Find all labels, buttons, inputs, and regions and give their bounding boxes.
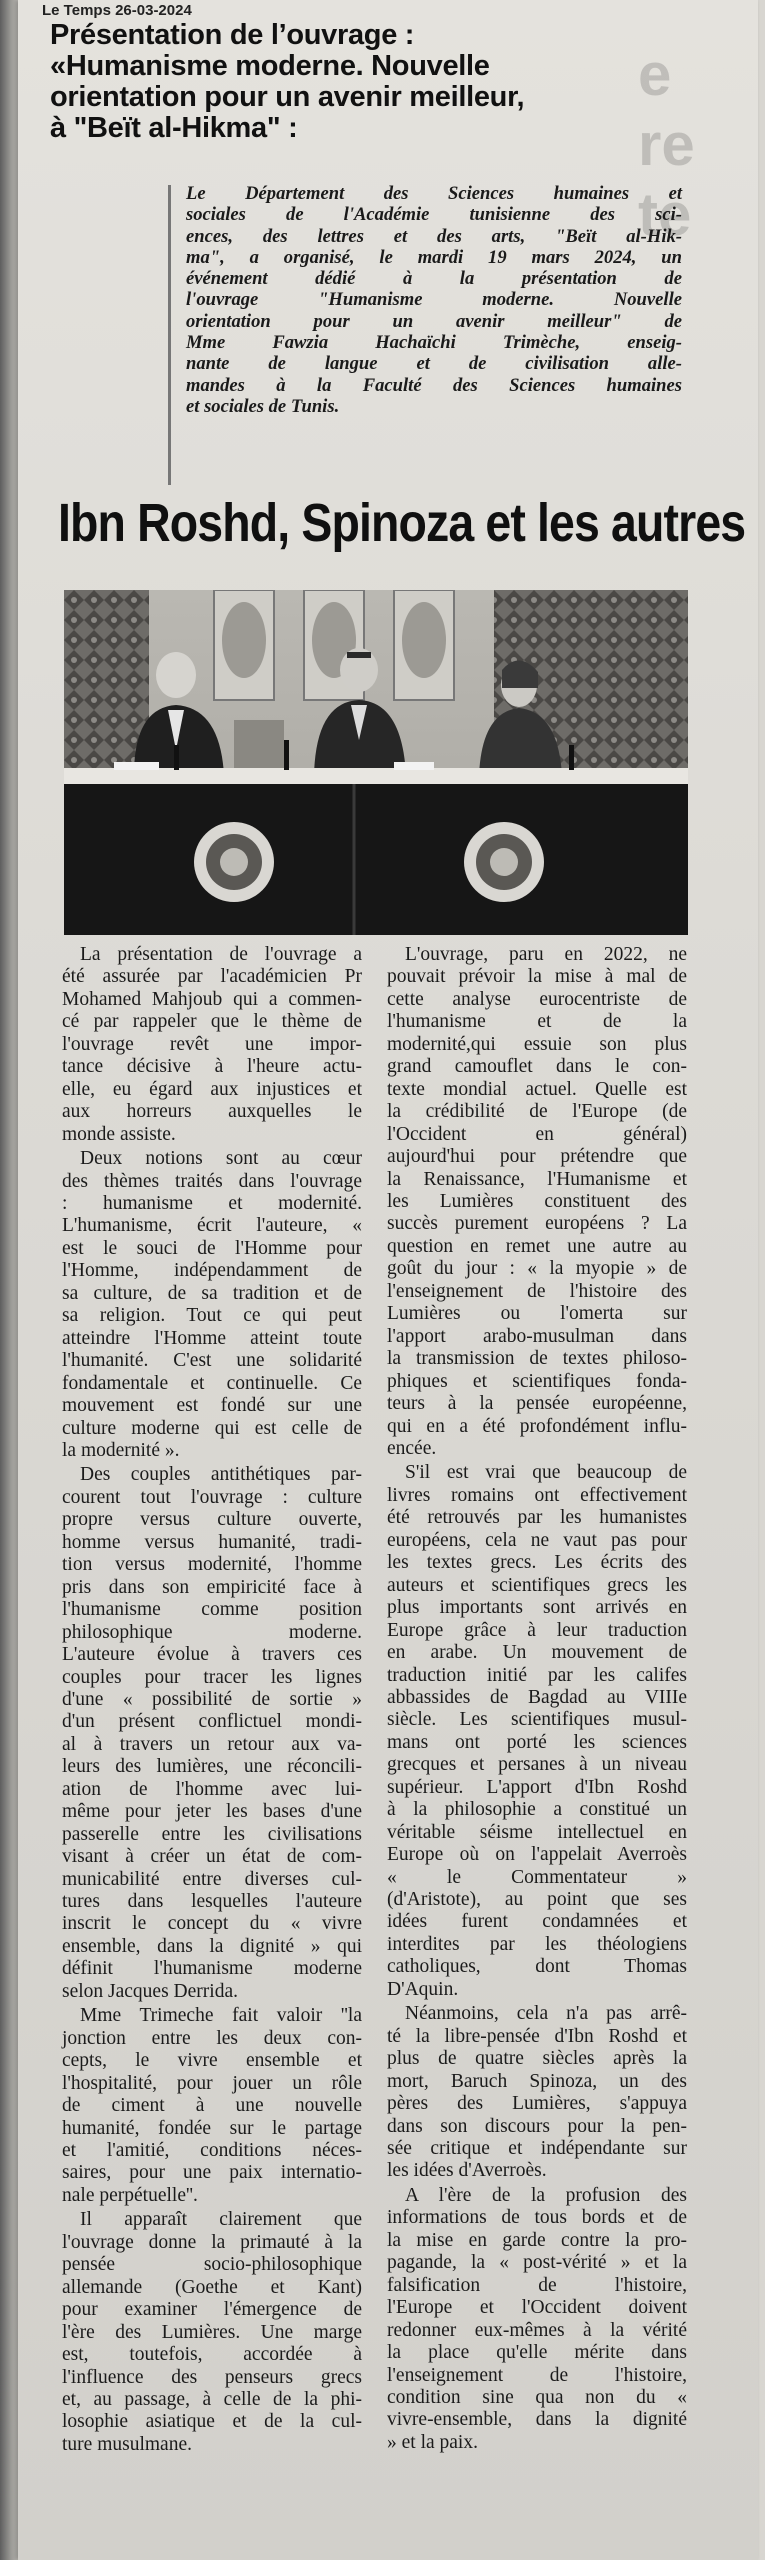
text-line: falsification de l'histoire,: [387, 2274, 687, 2296]
chapeau-lead: [186, 183, 682, 417]
text-line: atteindre l'Homme atteint toute: [62, 1327, 362, 1349]
chapeau-line: événement dédié à la présentation de: [186, 268, 682, 290]
text-line: cé par rappeler que le thème de: [62, 1011, 362, 1033]
text-line: selon Jacques Derrida.: [62, 1980, 238, 2002]
text-line: plus importants sont arrivés en: [387, 1597, 687, 1619]
text-line: teurs à la pensée européenne,: [387, 1393, 687, 1415]
chapeau-line: mandes à la Faculté des Sciences humaines: [186, 374, 682, 396]
text-line: la transmission de textes philoso-: [387, 1348, 687, 1370]
source-date: Le Temps 26-03-2024: [42, 2, 192, 19]
text-line: « le Commentateur »: [387, 1866, 687, 1888]
show-through-text: e re te: [638, 41, 695, 248]
text-line: l'ère des Lumières. Une marge: [62, 2321, 362, 2343]
conference-panel-photo: [64, 590, 688, 935]
article-paragraph: [387, 944, 687, 1460]
text-line: supérieur. L'apport d'Ibn Roshd: [387, 1776, 687, 1798]
text-line: pour examiner l'émergence de: [62, 2299, 362, 2321]
text-line: informations de tous bords et de: [387, 2207, 687, 2229]
text-line: et l'amitié, conditions néces-: [62, 2140, 362, 2162]
text-line: losophie asiatique et de la cul-: [62, 2411, 362, 2433]
text-line: homme versus humanité, tradi-: [62, 1531, 362, 1553]
text-line: de ciment à une nouvelle: [62, 2095, 362, 2117]
text-line: qui en a été profondément influ-: [387, 1415, 687, 1437]
text-line: la crédibilité de l'Europe (de: [387, 1101, 687, 1123]
newspaper-page: [18, 0, 758, 2560]
text-line: l'influence des penseurs grecs: [62, 2366, 362, 2388]
text-line: pagande, la « post-vérité » et la: [387, 2252, 687, 2274]
text-line: tion versus modernité, l'homme: [62, 1554, 362, 1576]
text-line: d'une « possibilité de sortie »: [62, 1688, 362, 1710]
text-line: Il apparaît clairement que: [80, 2209, 362, 2231]
chapeau-rule: [168, 185, 171, 485]
article-paragraph: [387, 2185, 687, 2454]
text-line: grecques et persanes à un niveau: [387, 1754, 687, 1776]
text-line: Deux notions sont au cœur: [80, 1148, 362, 1170]
text-line: encée.: [387, 1437, 437, 1459]
article-column-right: [387, 944, 687, 2456]
text-line: l'enseignement de l'histoire des: [387, 1280, 687, 1302]
text-line: l'ouvrage donne la primauté à la: [62, 2231, 362, 2253]
text-line: L'humanisme, écrit l'auteure, «: [62, 1215, 362, 1237]
text-line: goût du jour : « la myopie » de: [387, 1258, 687, 1280]
text-line: d'un présent conflictuel mondi-: [62, 1711, 362, 1733]
text-line: L'auteure évolue à travers ces: [62, 1644, 362, 1666]
text-line: Néanmoins, cela n'a pas arrê-: [405, 2003, 687, 2025]
text-line: traduction initié par les califes: [387, 1664, 687, 1686]
text-line: S'il est vrai que beaucoup de: [405, 1462, 687, 1484]
text-line: » et la paix.: [387, 2431, 478, 2453]
text-line: sa religion. Tout ce qui peut: [62, 1305, 362, 1327]
text-line: l'enseignement de l'histoire,: [387, 2364, 687, 2386]
text-line: l'hospitalité, pour jouer un rôle: [62, 2072, 362, 2094]
text-line: visant à créer un état de com-: [62, 1846, 362, 1868]
text-line: la mise en garde contre la pro-: [387, 2229, 687, 2251]
text-line: courent tout l'ouvrage : culture: [62, 1486, 362, 1508]
text-line: tures dans lesquelles l'auteure: [62, 1891, 362, 1913]
text-line: humanité, fondée sur le partage: [62, 2117, 362, 2139]
text-line: phiques et scientifiques fonda-: [387, 1370, 687, 1392]
text-line: culture moderne qui est celle de: [62, 1417, 362, 1439]
text-line: Des couples antithétiques par-: [80, 1464, 362, 1486]
text-line: texte mondial actuel. Quelle est: [387, 1078, 687, 1100]
kicker-title: [50, 20, 680, 144]
text-line: La présentation de l'ouvrage a: [80, 944, 362, 965]
text-line: l'Europe et l'Occident doivent: [387, 2297, 687, 2319]
text-line: condition sine qua non du «: [387, 2387, 687, 2408]
text-line: l'humanisme et de la: [387, 1011, 687, 1033]
kicker-line: Présentation de l’ouvrage :: [50, 19, 415, 51]
text-line: abbassides de Bagdad au VIIIe: [387, 1686, 687, 1708]
text-line: aux horreurs auxquelles le: [62, 1101, 362, 1123]
text-line: les textes grecs. Les écrits des: [387, 1552, 687, 1574]
text-line: : humanisme et modernité.: [62, 1192, 362, 1214]
text-line: succès purement européens ? La: [387, 1213, 687, 1235]
text-line: auteurs et scientifiques grecs les: [387, 1574, 687, 1596]
article-paragraph: [62, 2005, 362, 2207]
text-line: et, au passage, à celle de la phi-: [62, 2389, 362, 2410]
text-line: pris dans son empiricité face à: [62, 1576, 362, 1598]
chapeau-line: nante de langue et de civilisation alle-: [186, 353, 682, 375]
chapeau-line: Le Département des Sciences humaines et: [186, 183, 682, 204]
text-line: la place qu'elle mérite dans: [387, 2342, 687, 2364]
text-line: en arabe. Un mouvement de: [387, 1642, 687, 1664]
text-line: monde assiste.: [62, 1123, 176, 1145]
text-line: allemande (Goethe et Kant): [62, 2276, 362, 2298]
text-line: des thèmes traités dans l'ouvrage: [62, 1170, 362, 1192]
headline: Ibn Roshd, Spinoza et les autres: [58, 493, 746, 553]
text-line: L'ouvrage, paru en 2022, ne: [405, 944, 687, 965]
text-line: même pour jeter les bases d'une: [62, 1801, 362, 1823]
text-line: jonction entre les deux con-: [62, 2027, 362, 2049]
text-line: D'Aquin.: [387, 1978, 459, 2000]
text-line: fondamentale et continuelle. Ce: [62, 1372, 362, 1394]
text-line: nale perpétuelle''.: [62, 2184, 198, 2206]
text-line: est le souci de l'Homme pour: [62, 1237, 362, 1259]
photo-icon: [64, 590, 688, 935]
text-line: l'Occident en général): [387, 1123, 687, 1145]
text-line: l'humanité. C'est une solidarité: [62, 1350, 362, 1372]
text-line: livres romains ont effectivement: [387, 1484, 687, 1506]
text-line: leurs des lumières, une réconcili-: [62, 1756, 362, 1778]
text-line: Mohamed Mahjoub qui a commen-: [62, 988, 362, 1010]
chapeau-line: Mme Fawzia Hachaïchi Trimèche, enseig-: [186, 332, 682, 354]
text-line: cette analyse eurocentriste de: [387, 988, 687, 1010]
text-line: pensée socio-philosophique: [62, 2254, 362, 2276]
text-line: vivre-ensemble, dans la dignité: [387, 2409, 687, 2431]
text-line: véritable séisme intellectuel en: [387, 1821, 687, 1843]
chapeau-line: ma", a organisé, le mardi 19 mars 2024, un: [186, 246, 682, 268]
kicker-line: orientation pour un avenir meilleur,: [50, 81, 525, 113]
text-line: ture musulmane.: [62, 2433, 192, 2455]
text-line: l'apport arabo-musulman dans: [387, 1325, 687, 1347]
text-line: à la philosophie a constitué un: [387, 1799, 687, 1821]
text-line: été assurée par l'académicien Pr: [62, 966, 362, 988]
text-line: saires, pour une paix internatio-: [62, 2162, 362, 2184]
text-line: philosophique moderne.: [62, 1621, 362, 1643]
text-line: question en remet une autre au: [387, 1235, 687, 1257]
text-line: aujourd'hui pour prétendre que: [387, 1146, 687, 1168]
article-paragraph: [62, 944, 362, 1146]
article-paragraph: [62, 2209, 362, 2456]
chapeau-line: sociales de l'Académie tunisienne des sci-: [186, 204, 682, 226]
text-line: la Renaissance, l'Humanisme et: [387, 1168, 687, 1190]
text-line: cepts, le vivre ensemble et: [62, 2050, 362, 2072]
kicker-line: à "Beït al-Hikma" :: [50, 112, 298, 144]
kicker-line: «Humanisme moderne. Nouvelle: [50, 50, 490, 82]
text-line: plus de quatre siècles après la: [387, 2048, 687, 2070]
text-line: l'ouvrage revêt une impor-: [62, 1033, 362, 1055]
text-line: té la libre-pensée d'Ibn Roshd et: [387, 2025, 687, 2047]
text-line: siècle. Les scientifiques musul-: [387, 1709, 687, 1731]
text-line: (d'Aristote), au point que ses: [387, 1889, 687, 1911]
text-line: mouvement est fondé sur une: [62, 1395, 362, 1417]
text-line: dans son discours pour la pen-: [387, 2115, 687, 2137]
chapeau-line: l'ouvrage "Humanisme moderne. Nouvelle: [186, 289, 682, 311]
text-line: modernité,qui essuie son plus: [387, 1033, 687, 1055]
text-line: pouvait prévoir la mise à mal de: [387, 966, 687, 988]
text-line: passerelle entre les civilisations: [62, 1823, 362, 1845]
text-line: municabilité entre diverses cul-: [62, 1868, 362, 1890]
text-line: définit l'humanisme moderne: [62, 1958, 362, 1980]
text-line: Europe grâce à leur traduction: [387, 1619, 687, 1641]
text-line: tance décisive à l'heure actu-: [62, 1056, 362, 1078]
text-line: les idées d'Averroès.: [387, 2160, 547, 2182]
text-line: ensemble, dans la dignité » qui: [62, 1935, 362, 1957]
text-line: mort, Baruch Spinoza, un des: [387, 2070, 687, 2092]
article-column-left: [62, 944, 362, 2458]
text-line: propre versus culture ouverte,: [62, 1509, 362, 1531]
text-line: mans ont porté les sciences: [387, 1731, 687, 1753]
page-left-edge: [0, 0, 18, 2560]
text-line: elle, eu égard aux injustices et: [62, 1078, 362, 1100]
text-line: l'humanisme comme position: [62, 1599, 362, 1621]
text-line: redonner eux-mêmes à la vérité: [387, 2319, 687, 2341]
text-line: Europe où on l'appelait Averroès: [387, 1844, 687, 1866]
text-line: grand camouflet dans le con-: [387, 1056, 687, 1078]
text-line: A l'ère de la profusion des: [405, 2184, 687, 2206]
chapeau-line: ences, des lettres et des arts, "Beït al-Hik-: [186, 225, 682, 247]
chapeau-line: et sociales de Tunis.: [186, 395, 340, 417]
article-paragraph: [387, 1462, 687, 2001]
text-line: interdites par les théologiens: [387, 1933, 687, 1955]
chapeau-line: orientation pour un avenir meilleur" de: [186, 310, 682, 332]
text-line: les Lumières constituent des: [387, 1190, 687, 1212]
article-paragraph: [387, 2003, 687, 2183]
text-line: sée critique et indépendante sur: [387, 2138, 687, 2160]
text-line: inscrit le concept du « vivre: [62, 1913, 362, 1935]
text-line: catholiques, dont Thomas: [387, 1956, 687, 1978]
text-line: ation de l'homme avec lui-: [62, 1778, 362, 1800]
text-line: sa culture, de sa tradition et de: [62, 1282, 362, 1304]
text-line: est, toutefois, accordée à: [62, 2344, 362, 2366]
text-line: pères des Lumières, s'appuya: [387, 2093, 687, 2115]
text-line: la modernité ».: [62, 1439, 180, 1461]
text-line: couples pour tracer les lignes: [62, 1666, 362, 1688]
text-line: idées furent condamnées et: [387, 1911, 687, 1933]
text-line: été retrouvés par les humanistes: [387, 1507, 687, 1529]
text-line: Mme Trimeche fait valoir ''la: [80, 2005, 362, 2027]
text-line: al à travers un retour aux va-: [62, 1733, 362, 1755]
text-line: Lumières ou l'omerta sur: [387, 1303, 687, 1325]
text-line: l'Homme, indépendamment de: [62, 1260, 362, 1282]
article-paragraph: [62, 1148, 362, 1462]
text-line: européens, cela ne vaut pas pour: [387, 1529, 687, 1551]
article-paragraph: [62, 1464, 362, 2003]
